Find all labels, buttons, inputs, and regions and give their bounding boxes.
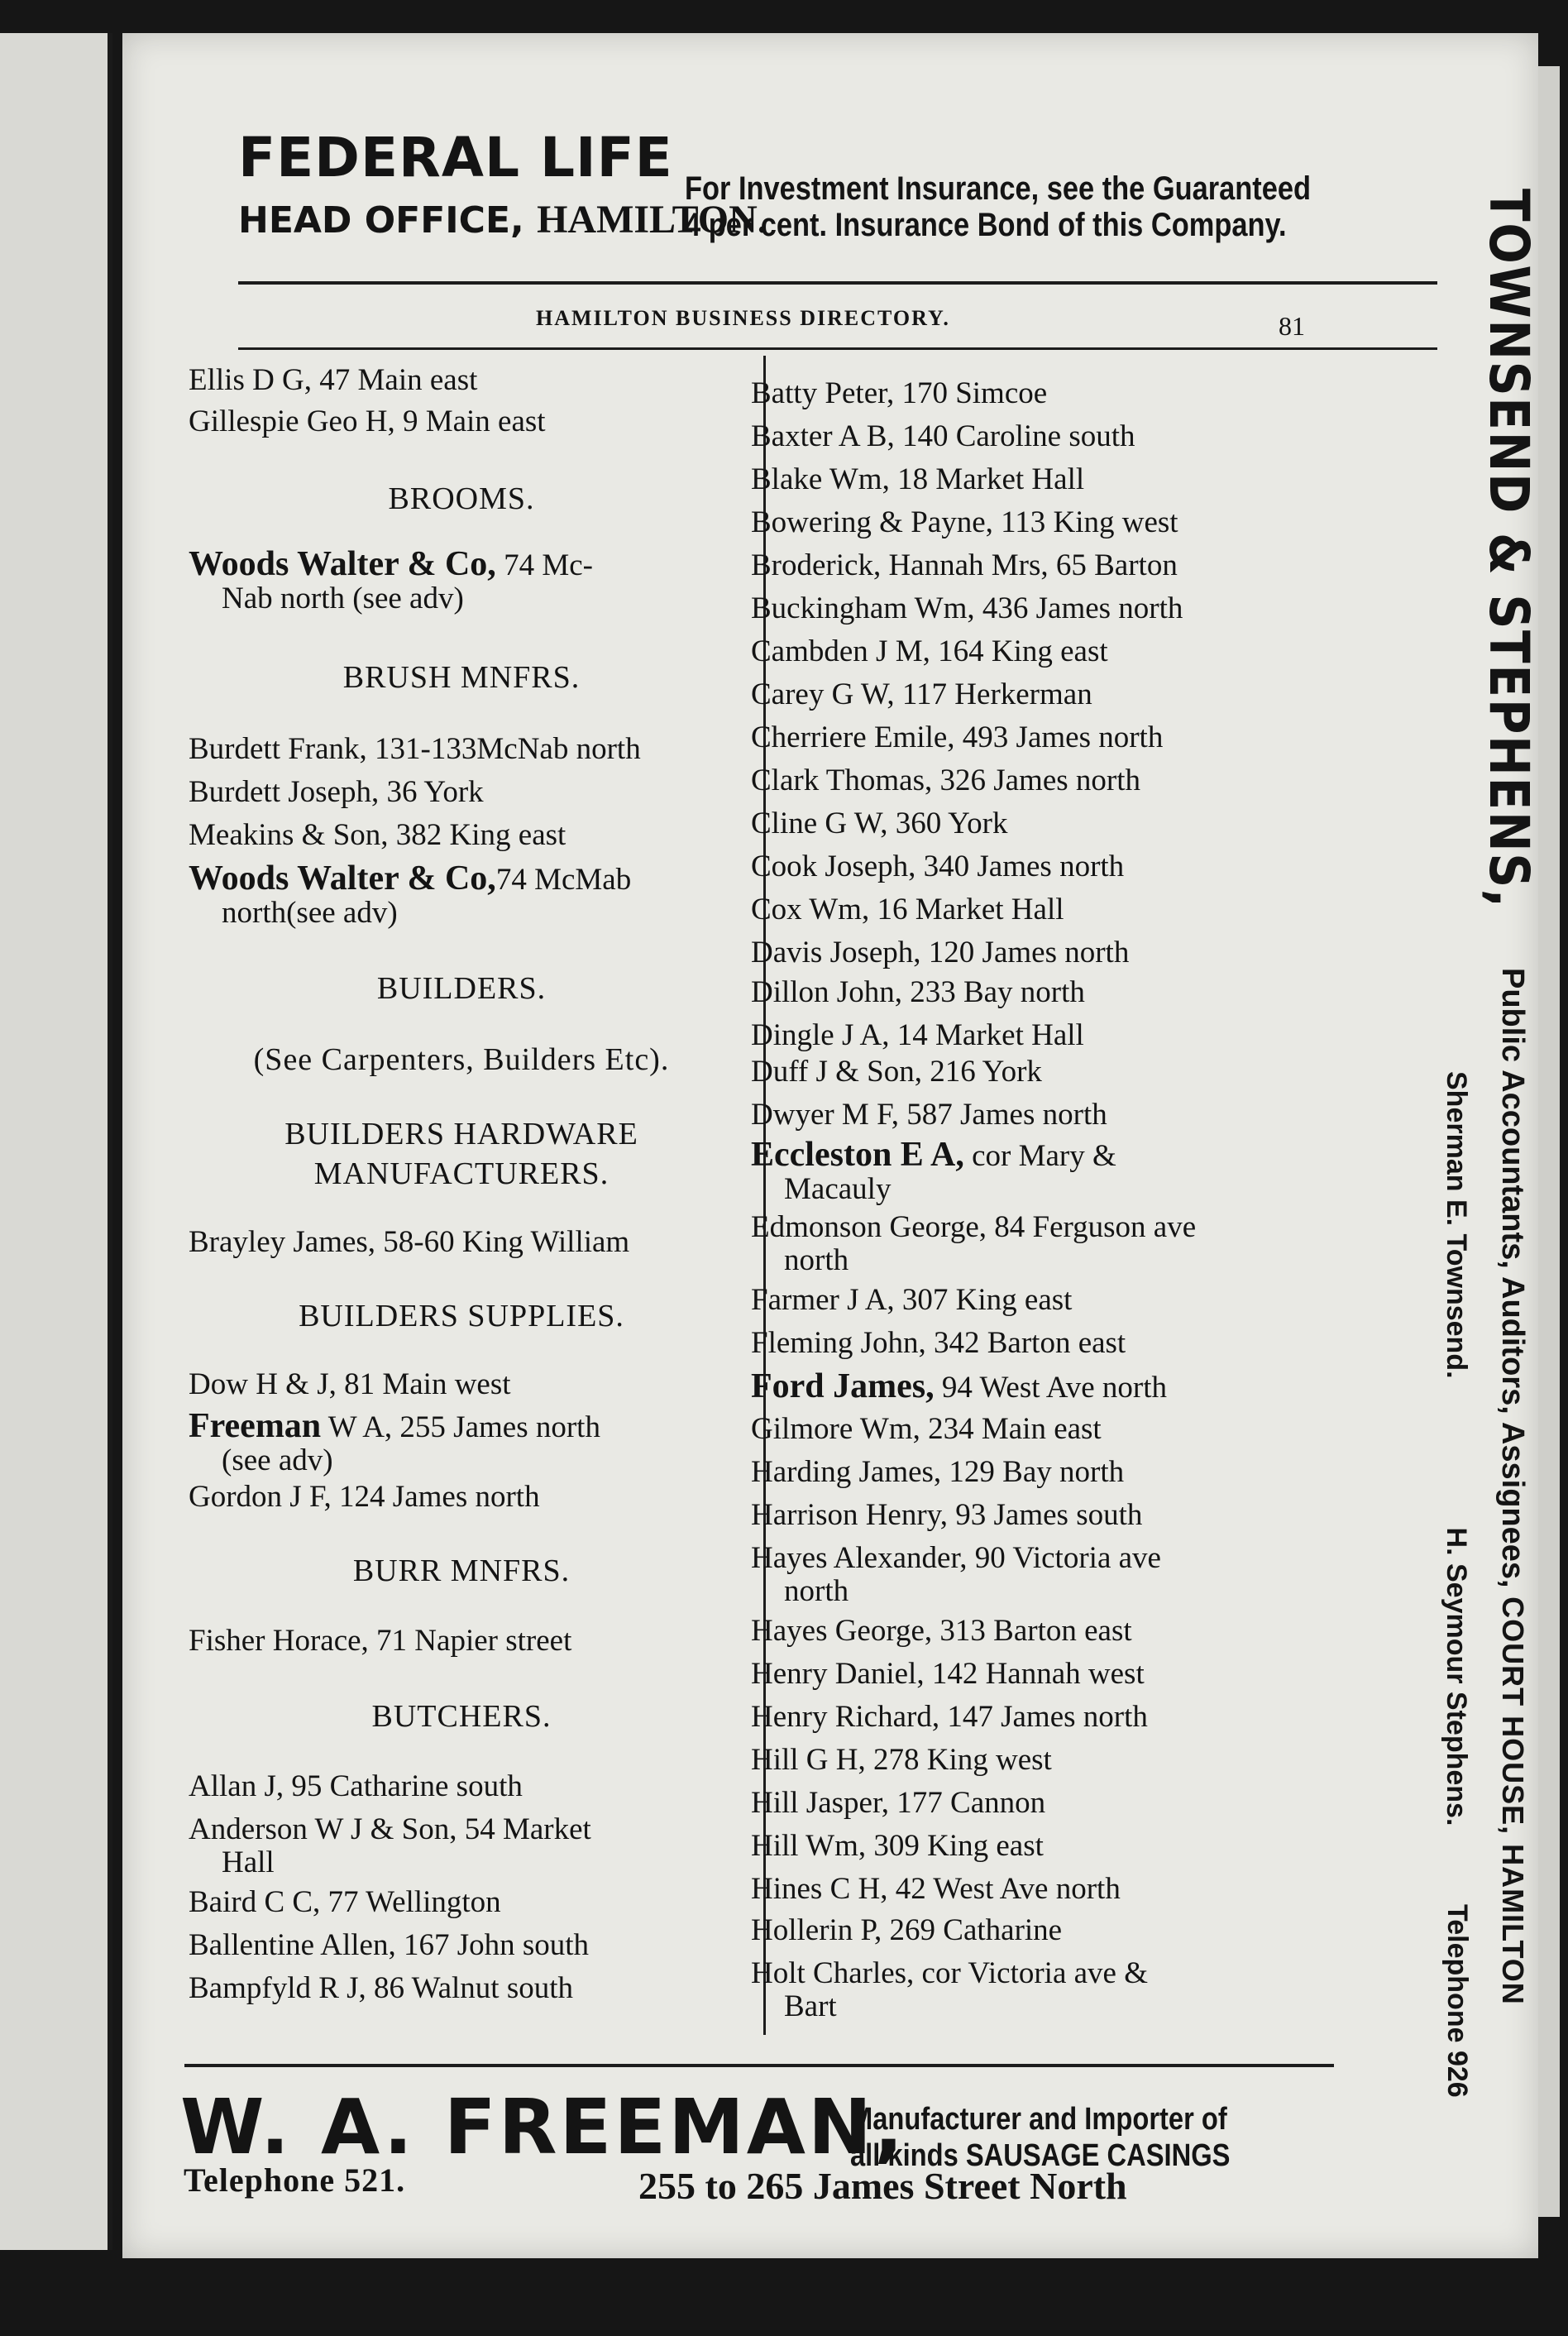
- entry-text: Dow H & J, 81 Main west: [189, 1367, 511, 1401]
- entry-text: Hill Wm, 309 King east: [751, 1829, 1044, 1863]
- directory-entry: [751, 1744, 1052, 1777]
- entry-text: Burdett Joseph, 36 York: [189, 775, 484, 809]
- entry-text: Harrison Henry, 93 James south: [751, 1498, 1143, 1532]
- directory-entry: [751, 1099, 1107, 1132]
- entry-text: Anderson W J & Son, 54 Market: [189, 1812, 591, 1846]
- directory-entry: [751, 1914, 1062, 1947]
- section-heading: (See Carpenters, Builders Etc).: [253, 1042, 670, 1077]
- entry-bold-name: Woods Walter & Co,: [189, 859, 496, 898]
- freeman-ad-blurb: Manufacturer and Importer of all kinds SAUSAGE CASINGS: [850, 2102, 1231, 2173]
- entry-text: Hollerin P, 269 Catharine: [751, 1913, 1063, 1947]
- directory-entry: [751, 1211, 1196, 1277]
- entry-text: Cook Joseph, 340 James north: [751, 850, 1125, 883]
- entry-continuation: Macauly: [784, 1172, 892, 1206]
- directory-entry: [751, 463, 1084, 496]
- entry-text: Broderick, Hannah Mrs, 65 Barton: [751, 548, 1178, 582]
- entry-bold-name: Freeman: [189, 1407, 322, 1445]
- directory-entry: [751, 506, 1178, 539]
- directory-entry: [751, 420, 1135, 453]
- directory-entry: [189, 1625, 571, 1658]
- entry-text: Dillon John, 233 Bay north: [751, 975, 1085, 1009]
- directory-entry: [751, 1658, 1145, 1691]
- directory-entry: [751, 1701, 1148, 1734]
- entry-text: Buckingham Wm, 436 James north: [751, 591, 1183, 625]
- entry-text: Henry Daniel, 142 Hannah west: [751, 1657, 1145, 1691]
- directory-entry: [751, 850, 1124, 883]
- directory-entry: [189, 545, 593, 615]
- directory-entry: [189, 1929, 589, 1962]
- entry-text: Baxter A B, 140 Caroline south: [751, 419, 1135, 453]
- directory-entry: [189, 1226, 629, 1259]
- entry-continuation: (see adv): [222, 1443, 333, 1477]
- entry-text: Cambden J M, 164 King east: [751, 634, 1108, 668]
- entry-text: Henry Richard, 147 James north: [751, 1700, 1148, 1734]
- entry-text: Hill G H, 278 King west: [751, 1743, 1052, 1777]
- entry-continuation: north(see adv): [222, 896, 398, 930]
- entry-text: Cline G W, 360 York: [751, 807, 1008, 840]
- entry-text: Cherriere Emile, 493 James north: [751, 720, 1164, 754]
- directory-entry: [189, 819, 566, 852]
- directory-entry: [751, 721, 1163, 754]
- entry-text: 74 McMab: [495, 863, 632, 897]
- entry-text: 94 West Ave north: [934, 1371, 1167, 1405]
- directory-entry: [751, 1367, 1167, 1405]
- page-number: 81: [1279, 311, 1305, 341]
- directory-entry: [189, 1770, 523, 1803]
- entry-bold-name: Woods Walter & Co,: [189, 545, 496, 583]
- directory-entry: [751, 1456, 1124, 1489]
- entry-text: Harding James, 129 Bay north: [751, 1455, 1125, 1489]
- footer-rule: [184, 2064, 1334, 2067]
- freeman-ad-name: W. A. FREEMAN,: [180, 2083, 906, 2171]
- directory-entry: [189, 776, 484, 809]
- header-rule-top: [238, 281, 1437, 285]
- entry-text: Hayes Alexander, 90 Victoria ave: [751, 1541, 1161, 1575]
- entry-text: W A, 255 James north: [321, 1410, 600, 1444]
- entry-continuation: Nab north (see adv): [222, 582, 464, 615]
- directory-entry: [751, 678, 1092, 711]
- section-heading: BUILDERS.: [376, 971, 547, 1006]
- directory-entry: [751, 1019, 1084, 1052]
- federal-life-ad-blurb: For Investment Insurance, see the Guaranteed 4 per cent. Insurance Bond of this Company.: [685, 170, 1312, 243]
- entry-text: Cox Wm, 16 Market Hall: [751, 893, 1064, 926]
- adjacent-page-edge: [0, 33, 112, 2250]
- entry-text: Hayes George, 313 Barton east: [751, 1614, 1132, 1648]
- section-heading: MANUFACTURERS.: [313, 1156, 610, 1191]
- directory-entry: [751, 1873, 1121, 1906]
- directory-entry: [189, 1886, 501, 1919]
- directory-entry: [189, 1368, 511, 1401]
- directory-entry: [751, 1056, 1042, 1089]
- federal-life-ad-name: FEDERAL LIFE: [238, 126, 673, 189]
- entry-text: Ellis D G, 47 Main east: [189, 363, 478, 397]
- entry-text: Bampfyld R J, 86 Walnut south: [189, 1971, 574, 2005]
- header-rule-bottom: [238, 347, 1437, 350]
- freeman-ad-telephone: Telephone 521.: [184, 2161, 406, 2199]
- side-ad-firm-name: TOWNSEND & STEPHENS,: [1477, 189, 1541, 909]
- directory-entry: [751, 1138, 1116, 1206]
- entry-continuation: north: [784, 1574, 849, 1608]
- directory-entry: [751, 592, 1183, 625]
- entry-text: Farmer J A, 307 King east: [751, 1283, 1073, 1317]
- entry-bold-name: Ford James,: [751, 1367, 935, 1405]
- entry-text: Allan J, 95 Catharine south: [189, 1769, 523, 1803]
- side-ad-partners: Sherman E. Townsend.H. Seymour Stephens.: [1441, 1071, 1472, 1826]
- section-heading: BROOMS.: [388, 481, 535, 516]
- section-heading: BRUSH MNFRS.: [342, 660, 581, 695]
- entry-text: Gordon J F, 124 James north: [189, 1480, 540, 1514]
- directory-entry: [751, 1615, 1132, 1648]
- directory-entry: [751, 764, 1140, 797]
- entry-text: Dingle J A, 14 Market Hall: [751, 1018, 1084, 1052]
- directory-entry: [189, 364, 477, 397]
- entry-text: Clark Thomas, 326 James north: [751, 764, 1141, 797]
- entry-continuation: Bart: [784, 1989, 837, 2023]
- section-heading: BUILDERS SUPPLIES.: [299, 1299, 624, 1333]
- entry-text: cor Mary &: [963, 1139, 1116, 1173]
- directory-entry: [189, 1481, 540, 1514]
- directory-entry: [751, 893, 1064, 926]
- entry-text: Holt Charles, cor Victoria ave &: [751, 1956, 1149, 1990]
- directory-entry: [751, 976, 1085, 1009]
- directory-page: [122, 33, 1541, 2258]
- directory-entry: [189, 1972, 573, 2005]
- freeman-ad-address: 255 to 265 James Street North: [638, 2165, 1127, 2207]
- side-ad-services: Public Accountants, Auditors, Assignees, COURT HOUSE, HAMILTON: [1495, 968, 1530, 2005]
- entry-text: Ballentine Allen, 167 John south: [189, 1928, 590, 1962]
- side-ad-telephone: Telephone 926: [1441, 1904, 1473, 2098]
- entry-bold-name: Eccleston E A,: [751, 1136, 964, 1174]
- directory-entry: [751, 1957, 1148, 2023]
- entry-text: Hill Jasper, 177 Cannon: [751, 1786, 1046, 1820]
- directory-entry: [189, 1813, 591, 1879]
- entry-text: Bowering & Payne, 113 King west: [751, 505, 1178, 539]
- entry-text: Fleming John, 342 Barton east: [751, 1326, 1126, 1360]
- entry-continuation: Hall: [222, 1845, 275, 1879]
- section-heading: BUTCHERS.: [371, 1699, 552, 1734]
- entry-text: Blake Wm, 18 Market Hall: [751, 462, 1085, 496]
- directory-entry: [751, 635, 1108, 668]
- entry-text: Meakins & Son, 382 King east: [189, 818, 566, 852]
- entry-text: Edmonson George, 84 Ferguson ave: [751, 1210, 1197, 1244]
- entry-text: Gilmore Wm, 234 Main east: [751, 1412, 1102, 1446]
- directory-entry: [751, 1327, 1126, 1360]
- entry-text: Fisher Horace, 71 Napier street: [189, 1624, 572, 1658]
- section-heading: BUILDERS HARDWARE: [284, 1117, 638, 1151]
- directory-entry: [751, 1284, 1072, 1317]
- entry-text: 74 Mc-: [495, 548, 593, 582]
- directory-entry: [751, 549, 1178, 582]
- entry-text: Hines C H, 42 West Ave north: [751, 1872, 1121, 1906]
- entry-text: Dwyer M F, 587 James north: [751, 1098, 1107, 1132]
- entry-text: Batty Peter, 170 Simcoe: [751, 376, 1048, 410]
- entry-text: Brayley James, 58-60 King William: [189, 1225, 630, 1259]
- federal-life-head-office: HEAD OFFICE, HAMILTON.: [238, 198, 767, 242]
- directory-entry: [751, 1830, 1044, 1863]
- directory-entry: [751, 377, 1047, 410]
- entry-text: Baird C C, 77 Wellington: [189, 1885, 501, 1919]
- directory-entry: [189, 733, 641, 766]
- entry-text: Duff J & Son, 216 York: [751, 1055, 1042, 1089]
- section-heading: BURR MNFRS.: [352, 1553, 571, 1588]
- directory-entry: [751, 1542, 1161, 1608]
- directory-entry: [189, 859, 632, 930]
- entry-text: Burdett Frank, 131-133McNab north: [189, 732, 641, 766]
- directory-entry: [189, 1407, 600, 1477]
- entry-continuation: north: [784, 1243, 849, 1277]
- directory-entry: [751, 1413, 1102, 1446]
- entry-text: Carey G W, 117 Herkerman: [751, 677, 1092, 711]
- directory-header: HAMILTON BUSINESS DIRECTORY.: [536, 306, 950, 330]
- directory-entry: [751, 807, 1007, 840]
- directory-entry: [189, 405, 546, 438]
- directory-entry: [751, 1499, 1142, 1532]
- directory-entry: [751, 1787, 1045, 1820]
- directory-entry: [751, 936, 1129, 969]
- entry-text: Davis Joseph, 120 James north: [751, 936, 1130, 969]
- entry-text: Gillespie Geo H, 9 Main east: [189, 404, 546, 438]
